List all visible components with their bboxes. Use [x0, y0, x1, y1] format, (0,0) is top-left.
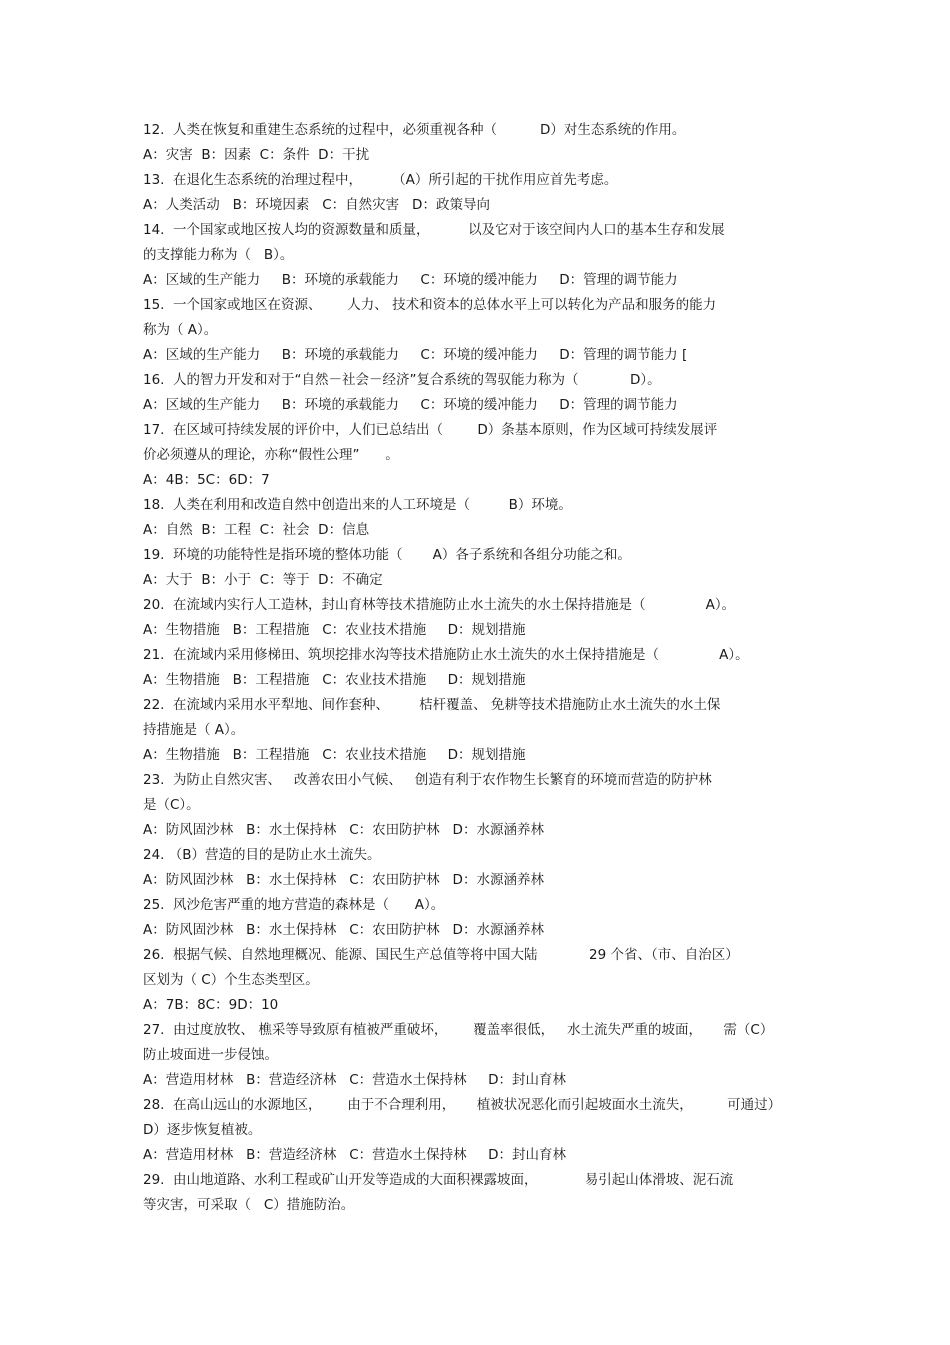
question-block [143, 418, 823, 493]
question-text: 27. 由过度放牧、 樵采等导致原有植被严重破坏， 覆盖率很低， 水土流失严重的坡面， 需（C） [143, 1022, 774, 1038]
question-block [143, 768, 823, 843]
question-block [143, 168, 823, 218]
question-block [143, 943, 823, 1018]
answer-options: A：生物措施 B：工程措施 C：农业技术措施 D：规划措施 [143, 672, 526, 688]
question-text: 29. 由山地道路、水利工程或矿山开发等造成的大面积裸露坡面， 易引起山体滑坡、泥石流 [143, 1172, 734, 1188]
answer-options: A：灾害 B：因素 C：条件 D：干扰 [143, 147, 370, 163]
question-text: 区划为（ C）个生态类型区。 [143, 972, 319, 988]
answer-options: A：区域的生产能力 B：环境的承载能力 C：环境的缓冲能力 D：管理的调节能力 [143, 272, 678, 288]
answer-options: A：生物措施 B：工程措施 C：农业技术措施 D：规划措施 [143, 622, 526, 638]
question-block [143, 893, 823, 943]
answer-options: A：营造用材林 B：营造经济林 C：营造水土保持林 D：封山育林 [143, 1072, 567, 1088]
question-text: 28. 在高山远山的水源地区， 由于不合理利用， 植被状况恶化而引起坡面水土流失， 可通过） [143, 1097, 782, 1113]
question-text: 价必须遵从的理论，亦称“假性公理” 。 [143, 447, 399, 463]
question-text: 18. 人类在利用和改造自然中创造出来的人工环境是（ B）环境。 [143, 497, 572, 513]
question-text: 13. 在退化生态系统的治理过程中， （A）所引起的干扰作用应首先考虑。 [143, 172, 618, 188]
question-text: 持措施是（ A）。 [143, 722, 245, 738]
question-block [143, 218, 823, 293]
question-text: 22. 在流域内采用水平犁地、间作套种、 桔杆覆盖、 免耕等技术措施防止水土流失的水土保 [143, 697, 721, 713]
question-block [143, 843, 823, 893]
question-block [143, 368, 823, 418]
answer-options: A：营造用材林 B：营造经济林 C：营造水土保持林 D：封山育林 [143, 1147, 567, 1163]
question-text: 19. 环境的功能特性是指环境的整体功能（ A）各子系统和各组分功能之和。 [143, 547, 631, 563]
question-block [143, 693, 823, 768]
question-block [143, 643, 823, 693]
answer-options: A：区域的生产能力 B：环境的承载能力 C：环境的缓冲能力 D：管理的调节能力 [143, 397, 678, 413]
question-text: 15. 一个国家或地区在资源、 人力、 技术和资本的总体水平上可以转化为产品和服务的能力 [143, 297, 717, 313]
question-text: 14. 一个国家或地区按人均的资源数量和质量， 以及它对于该空间内人口的基本生存和发展 [143, 222, 725, 238]
question-block [143, 1018, 823, 1093]
answer-options: A：4B：5C：6D：7 [143, 472, 270, 488]
answer-options: A：区域的生产能力 B：环境的承载能力 C：环境的缓冲能力 D：管理的调节能力 [ [143, 347, 688, 363]
question-text: 21. 在流域内采用修梯田、筑坝挖排水沟等技术措施防止水土流失的水土保持措施是（ A）。 [143, 647, 749, 663]
question-text: 16. 人的智力开发和对于“自然－社会－经济”复合系统的驾驭能力称为（ D）。 [143, 372, 661, 388]
question-text: 24. （B）营造的目的是防止水土流失。 [143, 847, 381, 863]
question-block [143, 1168, 823, 1218]
question-text: 25. 风沙危害严重的地方营造的森林是（ A）。 [143, 897, 445, 913]
question-text: 防止坡面进一步侵蚀。 [143, 1047, 278, 1063]
question-block [143, 293, 823, 368]
question-text: 称为（ A）。 [143, 322, 218, 338]
question-list [143, 118, 823, 1218]
answer-options: A：大于 B：小于 C：等于 D：不确定 [143, 572, 383, 588]
answer-options: A：生物措施 B：工程措施 C：农业技术措施 D：规划措施 [143, 747, 526, 763]
question-block [143, 493, 823, 543]
question-text: 23. 为防止自然灾害、 改善农田小气候、 创造有利于农作物生长繁育的环境而营造的防护林 [143, 772, 712, 788]
question-text: 12. 人类在恢复和重建生态系统的过程中，必须重视各种（ D）对生态系统的作用。 [143, 122, 686, 138]
question-text: 等灾害，可采取（ C）措施防治。 [143, 1197, 355, 1213]
question-text: D）逐步恢复植被。 [143, 1122, 262, 1138]
question-block [143, 118, 823, 168]
question-text: 是（C）。 [143, 797, 200, 813]
answer-options: A：人类活动 B：环境因素 C：自然灾害 D：政策导向 [143, 197, 490, 213]
question-text: 17. 在区域可持续发展的评价中，人们已总结出（ D）条基本原则，作为区域可持续发展评 [143, 422, 718, 438]
answer-options: A：7B：8C：9D：10 [143, 997, 279, 1013]
answer-options: A：防风固沙林 B：水土保持林 C：农田防护林 D：水源涵养林 [143, 922, 544, 938]
answer-options: A：防风固沙林 B：水土保持林 C：农田防护林 D：水源涵养林 [143, 822, 544, 838]
question-block [143, 1093, 823, 1168]
answer-options: A：自然 B：工程 C：社会 D：信息 [143, 522, 370, 538]
answer-options: A：防风固沙林 B：水土保持林 C：农田防护林 D：水源涵养林 [143, 872, 544, 888]
question-block [143, 543, 823, 593]
question-text: 的支撑能力称为（ B）。 [143, 247, 294, 263]
question-text: 20. 在流域内实行人工造林，封山育林等技术措施防止水土流失的水土保持措施是（ A）。 [143, 597, 736, 613]
question-text: 26. 根据气候、自然地理概况、能源、国民生产总值等将中国大陆 29 个省、（市、自治区） [143, 947, 739, 963]
question-block [143, 593, 823, 643]
